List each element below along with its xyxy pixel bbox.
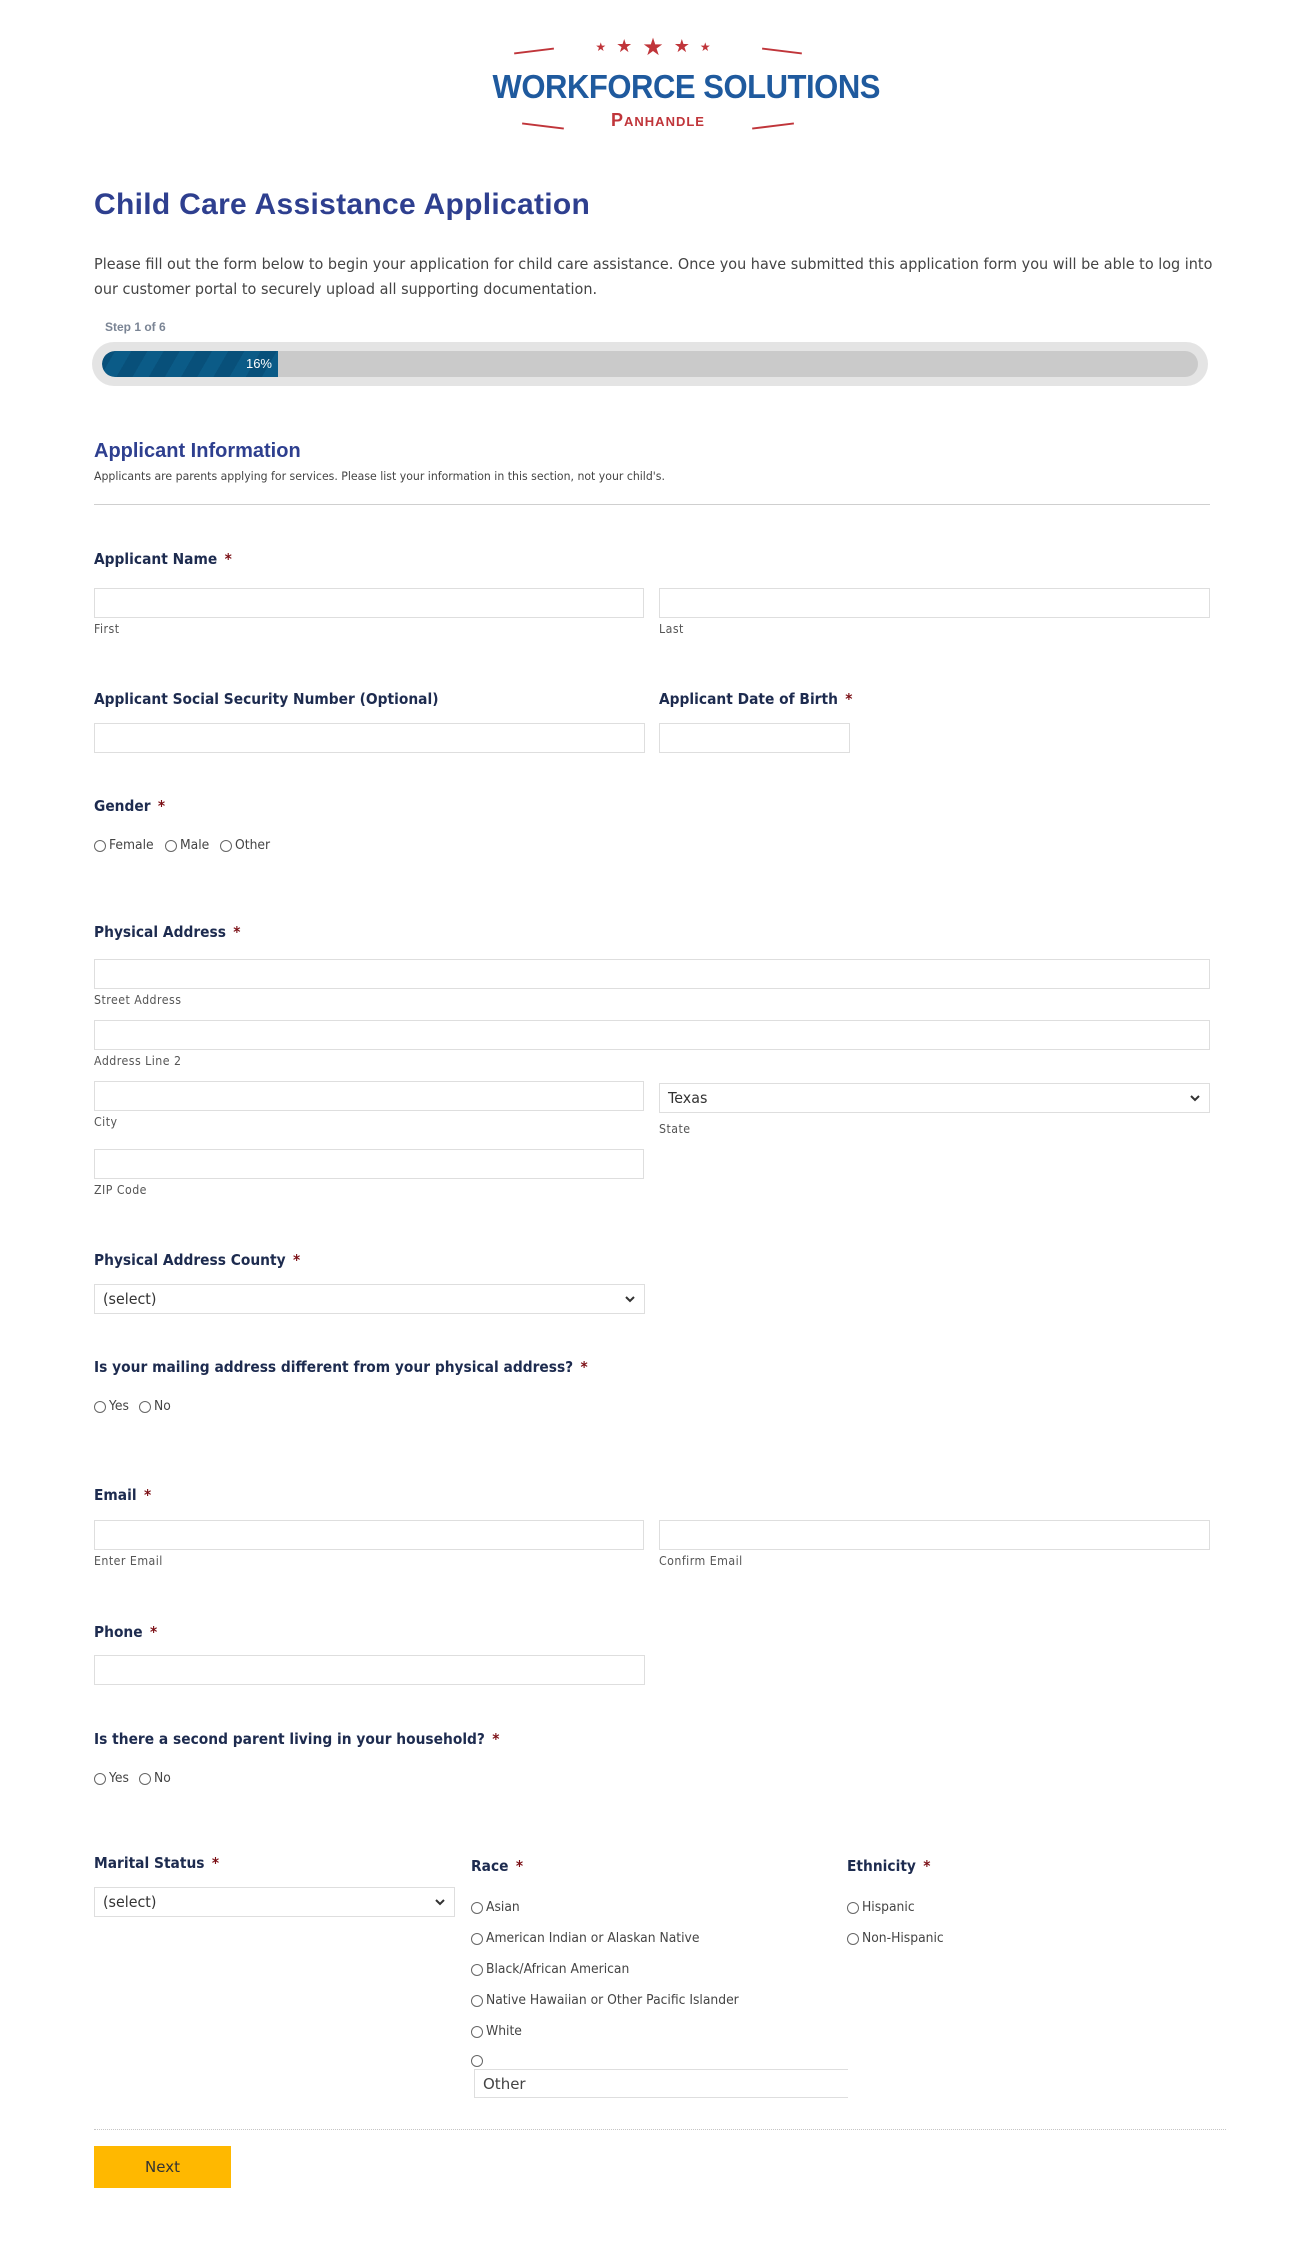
state-select-value: Texas — [668, 1089, 708, 1107]
radio-circle-icon[interactable] — [471, 1933, 483, 1945]
form-footer-divider — [94, 2129, 1226, 2130]
email-label: Email * — [94, 1486, 152, 1504]
progress-fill — [102, 351, 278, 377]
race-white-radio[interactable]: White — [471, 2024, 524, 2039]
next-button[interactable]: Next — [94, 2146, 231, 2188]
page-title: Child Care Assistance Application — [94, 188, 591, 221]
street-address-input[interactable] — [94, 959, 1210, 989]
race-native-hawaiian-radio[interactable]: Native Hawaiian or Other Pacific Islander — [471, 1993, 752, 2008]
required-asterisk: * — [515, 1857, 524, 1875]
required-asterisk: * — [580, 1358, 588, 1376]
last-name-sublabel: Last — [659, 622, 684, 636]
chevron-down-icon — [624, 1293, 636, 1305]
physical-address-label: Physical Address * — [94, 923, 241, 941]
radio-circle-icon[interactable] — [94, 1773, 106, 1785]
dob-input[interactable] — [659, 723, 850, 753]
ethnicity-non-hispanic-radio[interactable]: Non-Hispanic — [847, 1931, 948, 1946]
second-parent-label: Is there a second parent living in your household? * — [94, 1730, 500, 1748]
ethnicity-label: Ethnicity * — [847, 1857, 931, 1875]
mailing-address-different-label: Is your mailing address different from your physical address? * — [94, 1358, 588, 1376]
state-sublabel: State — [659, 1122, 691, 1136]
radio-circle-icon[interactable] — [471, 1902, 483, 1914]
progress-track — [102, 351, 1198, 377]
phone-input[interactable] — [94, 1655, 645, 1685]
intro-text: Please fill out the form below to begin your application for child care assistance. Once you have submitted this application form you will be able to log into our customer portal to securely upload all supporting documentation. — [94, 255, 1213, 298]
required-asterisk: * — [143, 1486, 152, 1504]
required-asterisk: * — [211, 1854, 220, 1872]
marital-status-select[interactable] — [94, 1887, 455, 1917]
zip-code-input[interactable] — [94, 1149, 644, 1179]
phone-label: Phone * — [94, 1623, 158, 1641]
city-input[interactable] — [94, 1081, 644, 1111]
county-label: Physical Address County * — [94, 1251, 301, 1269]
section-divider — [94, 504, 1210, 505]
race-black-radio[interactable]: Black/African American — [471, 1962, 637, 1977]
ssn-label: Applicant Social Security Number (Optional) — [94, 690, 439, 708]
marital-status-select-value: (select) — [103, 1893, 157, 1911]
ethnicity-hispanic-radio[interactable]: Hispanic — [847, 1900, 917, 1915]
section-description: Applicants are parents applying for services. Please list your information in this section, not your child's. — [94, 469, 665, 483]
required-asterisk: * — [845, 690, 853, 708]
enter-email-sublabel: Enter Email — [94, 1554, 163, 1568]
gender-male-radio[interactable]: Male — [165, 838, 211, 853]
first-name-sublabel: First — [94, 622, 120, 636]
gender-label: Gender * — [94, 797, 166, 815]
applicant-name-label: Applicant Name * — [94, 550, 232, 568]
logo-subtitle: Panhandle — [611, 110, 705, 130]
second-parent-radio-group — [94, 1771, 181, 1786]
radio-circle-icon[interactable] — [471, 1995, 483, 2007]
required-asterisk: * — [224, 550, 232, 568]
street-address-sublabel: Street Address — [94, 993, 182, 1007]
race-other-radio[interactable] — [471, 2055, 486, 2067]
race-american-indian-radio[interactable]: American Indian or Alaskan Native — [471, 1931, 711, 1946]
section-title: Applicant Information — [94, 440, 301, 462]
dob-label: Applicant Date of Birth * — [659, 690, 853, 708]
radio-circle-icon[interactable] — [471, 2055, 483, 2067]
ethnicity-radio-group — [847, 1900, 1047, 1960]
radio-circle-icon[interactable] — [847, 1902, 859, 1914]
zip-code-sublabel: ZIP Code — [94, 1183, 147, 1197]
county-select[interactable] — [94, 1284, 645, 1314]
radio-circle-icon[interactable] — [165, 840, 177, 852]
workforce-solutions-logo — [482, 32, 880, 142]
radio-circle-icon[interactable] — [139, 1773, 151, 1785]
address-line2-input[interactable] — [94, 1020, 1210, 1050]
last-name-input[interactable] — [659, 588, 1210, 618]
marital-status-label: Marital Status * — [94, 1854, 220, 1872]
enter-email-input[interactable] — [94, 1520, 644, 1550]
confirm-email-input[interactable] — [659, 1520, 1210, 1550]
gender-female-radio[interactable]: Female — [94, 838, 156, 853]
radio-circle-icon[interactable] — [471, 2026, 483, 2038]
state-select[interactable] — [659, 1083, 1210, 1113]
mailing-different-no-radio[interactable]: No — [139, 1399, 172, 1414]
ssn-input[interactable] — [94, 723, 645, 753]
required-asterisk: * — [233, 923, 241, 941]
second-parent-no-radio[interactable]: No — [139, 1771, 172, 1786]
chevron-down-icon — [1189, 1092, 1201, 1104]
mailing-different-yes-radio[interactable]: Yes — [94, 1399, 130, 1414]
first-name-input[interactable] — [94, 588, 644, 618]
star-icons: ★★★★★ — [595, 32, 721, 61]
mailing-different-radio-group — [94, 1399, 181, 1414]
progress-bar — [92, 342, 1208, 386]
required-asterisk: * — [157, 797, 166, 815]
step-indicator: Step 1 of 6 — [105, 320, 166, 334]
confirm-email-sublabel: Confirm Email — [659, 1554, 743, 1568]
required-asterisk: * — [923, 1857, 931, 1875]
race-other-input[interactable] — [474, 2069, 848, 2098]
radio-circle-icon[interactable] — [94, 840, 106, 852]
gender-other-radio[interactable]: Other — [220, 838, 272, 853]
required-asterisk: * — [149, 1623, 158, 1641]
radio-circle-icon[interactable] — [847, 1933, 859, 1945]
address-line2-sublabel: Address Line 2 — [94, 1054, 182, 1068]
city-sublabel: City — [94, 1115, 118, 1129]
progress-percent: 16% — [245, 356, 272, 371]
radio-circle-icon[interactable] — [471, 1964, 483, 1976]
chevron-down-icon — [434, 1896, 446, 1908]
required-asterisk: * — [492, 1730, 500, 1748]
radio-circle-icon[interactable] — [220, 840, 232, 852]
gender-radio-group — [94, 838, 281, 853]
logo-title: WORKFORCE SOLUTIONS — [492, 68, 880, 105]
required-asterisk: * — [292, 1251, 301, 1269]
radio-circle-icon[interactable] — [139, 1401, 151, 1413]
race-asian-radio[interactable]: Asian — [471, 1900, 521, 1915]
radio-circle-icon[interactable] — [94, 1401, 106, 1413]
race-label: Race * — [471, 1857, 524, 1875]
second-parent-yes-radio[interactable]: Yes — [94, 1771, 130, 1786]
county-select-value: (select) — [103, 1290, 157, 1308]
